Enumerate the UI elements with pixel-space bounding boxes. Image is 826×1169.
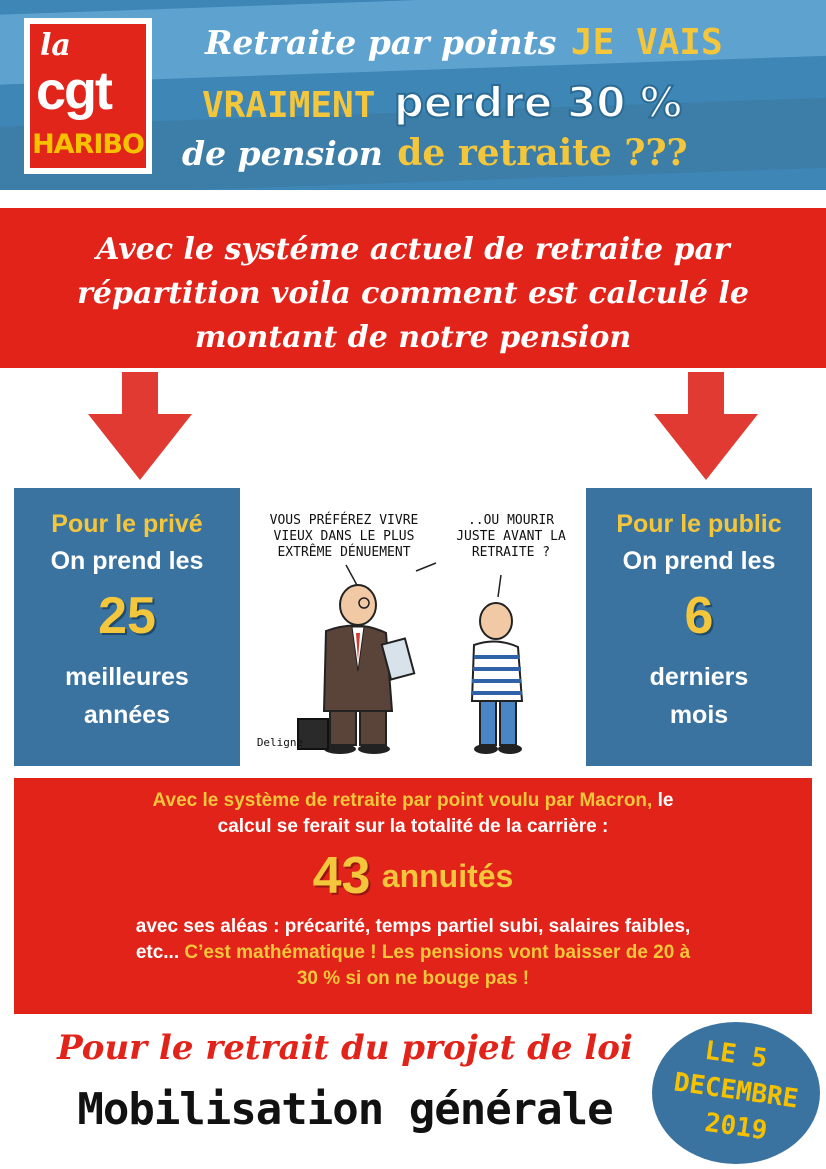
public-line-1: derniers — [649, 663, 749, 691]
header-script-1: Retraite par points — [205, 23, 557, 62]
header-line-1 — [205, 22, 723, 63]
public-title: Pour le public — [616, 510, 782, 538]
logo-haribo: HARIBO — [32, 129, 144, 160]
header-banner — [0, 0, 826, 190]
bottom-headline: Mobilisation générale — [77, 1084, 613, 1135]
macron-line-3: avec ses aléas : précarité, temps partiel subi, salaires faibles, — [135, 916, 691, 937]
intro-text: Avec le systéme actuel de retraite par répartition voila comment est calculé le montant de notre pension — [77, 232, 749, 355]
header-caps-1: JE VAIS — [570, 22, 723, 63]
private-line-2: années — [83, 701, 171, 729]
macron-line-1 — [14, 788, 812, 814]
arrow-down-left-icon — [84, 372, 196, 482]
date-badge — [652, 1022, 820, 1164]
logo-la: la — [40, 28, 71, 63]
date-line-3: 2019 — [702, 1107, 770, 1147]
macron-number: 43 — [312, 847, 371, 905]
macron-reform-box — [14, 778, 812, 1014]
header-script-3: de pension — [182, 134, 383, 173]
date-line-2: DECEMBRE — [671, 1067, 801, 1115]
cartoon-bubble-left: VOUS PRÉFÉREZ VIVRE VIEUX DANS LE PLUS EXTRÊME DÉNUEMENT — [269, 513, 419, 560]
logo-cgt: cgt — [36, 61, 111, 121]
macron-line-5: 30 % si on ne bouge pas ! — [296, 968, 530, 989]
header-outline: perdre 30 % — [393, 78, 683, 127]
date-line-1: LE 5 — [702, 1035, 770, 1075]
private-subtitle: On prend les — [50, 547, 204, 575]
arrow-down-right-icon — [650, 372, 762, 482]
public-line-2: mois — [669, 701, 729, 729]
macron-line-1a: Avec le système de retraite par point voulu par Macron, — [152, 790, 653, 811]
macron-unit: annuités — [381, 857, 514, 894]
private-line-1: meilleures — [65, 663, 189, 691]
private-title: Pour le privé — [51, 510, 203, 538]
bottom-tagline: Pour le retrait du projet de loi — [57, 1028, 633, 1068]
public-subtitle: On prend les — [622, 547, 776, 575]
public-number: 6 — [684, 587, 714, 645]
header-bold-3: de retraite ??? — [397, 132, 688, 174]
macron-line-4b: C’est mathématique ! Les pensions vont baisser de 20 à — [184, 942, 691, 963]
cartoon-signature: Deligne — [256, 736, 304, 749]
header-line-2 — [202, 78, 682, 127]
intro-banner — [0, 208, 826, 368]
cartoon-bubble-right: ..OU MOURIR JUSTE AVANT LA RETRAITE ? — [456, 513, 566, 560]
cartoon-figures — [246, 561, 580, 760]
private-sector-box — [14, 488, 240, 766]
macron-line-4 — [14, 940, 812, 966]
header-line-3 — [182, 132, 688, 174]
macron-line-1b: le — [652, 790, 674, 811]
public-sector-box — [586, 488, 812, 766]
private-number: 25 — [98, 587, 156, 645]
macron-line-4a: etc... — [135, 942, 185, 963]
cgt-haribo-logo — [24, 18, 152, 174]
macron-line-2: calcul se ferait sur la totalité de la carrière : — [217, 816, 609, 837]
macron-annuities — [14, 846, 812, 906]
cartoon-illustration — [246, 505, 580, 760]
header-caps-2: VRAIMENT — [202, 85, 376, 126]
